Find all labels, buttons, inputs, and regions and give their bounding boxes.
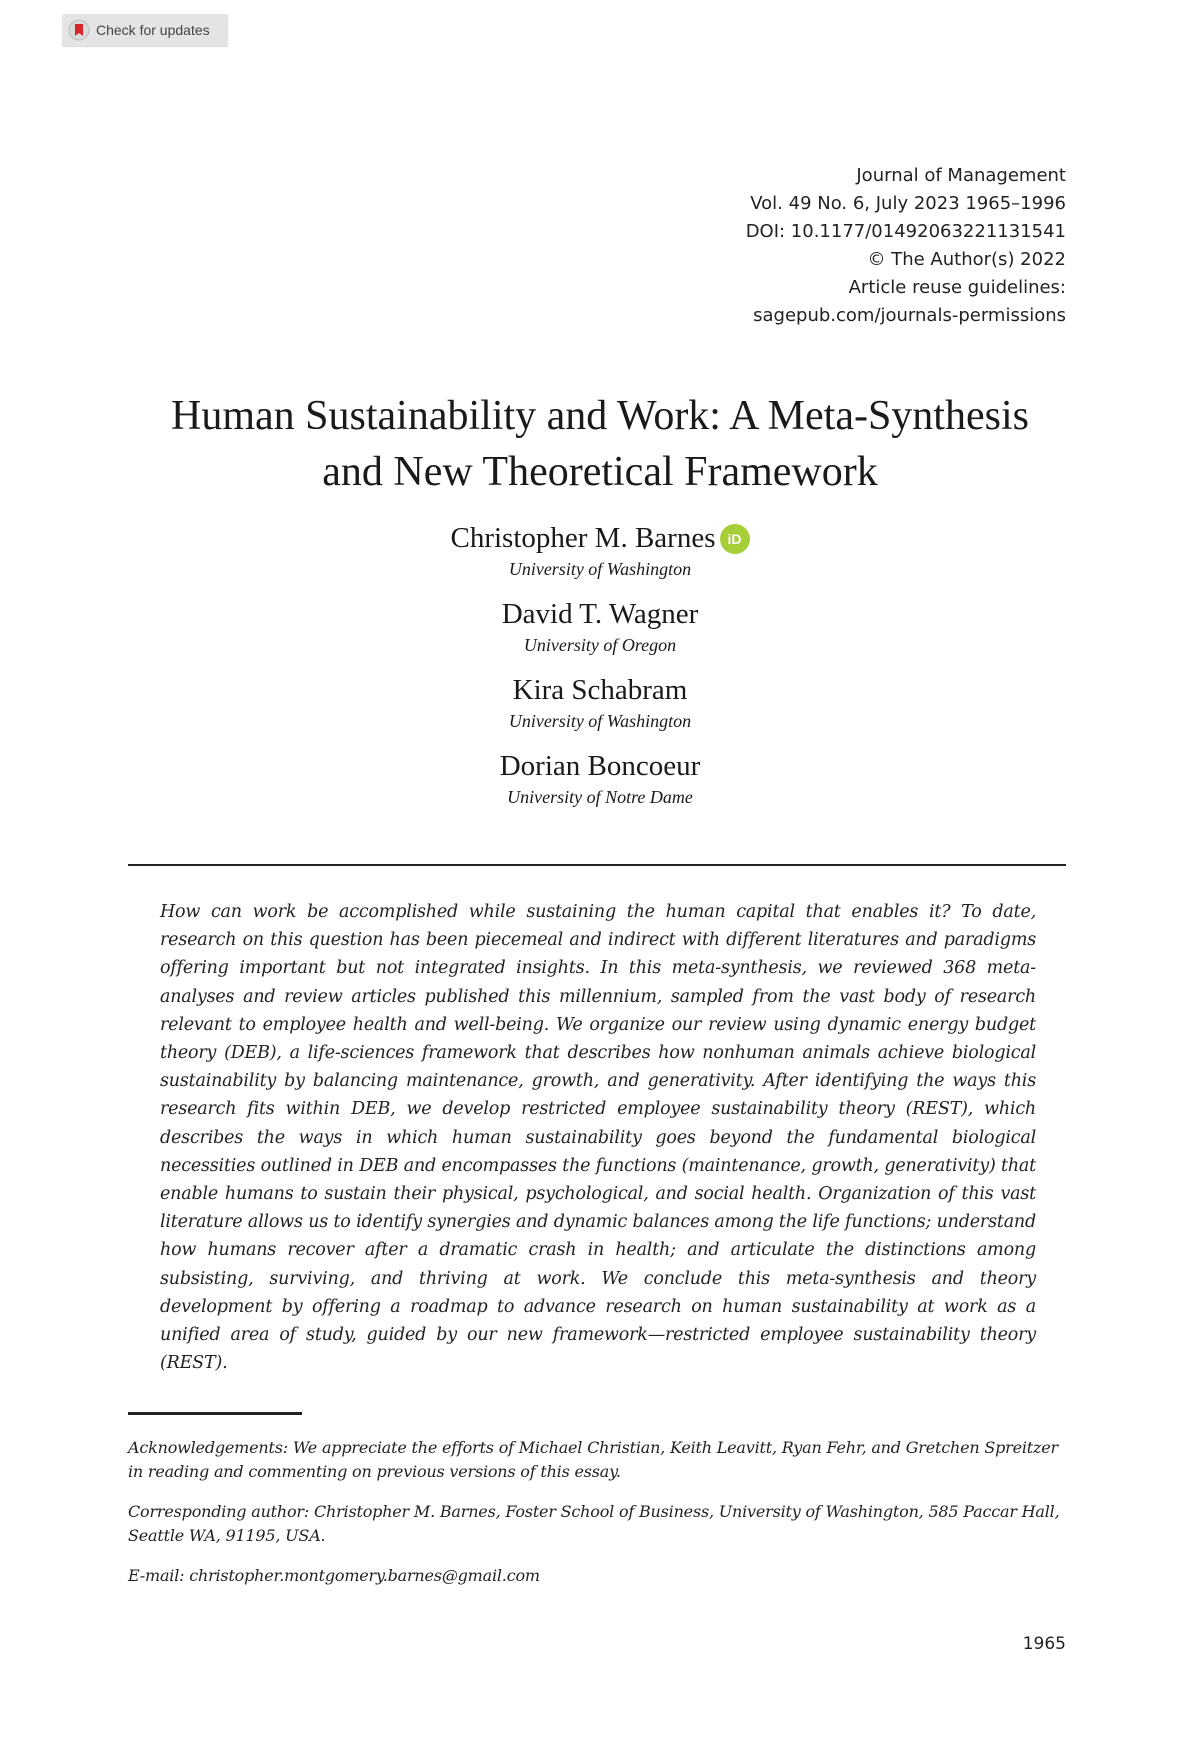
author-email[interactable]: E-mail: christopher.montgomery.barnes@gmail.com (128, 1566, 540, 1585)
title-line-2: and New Theoretical Framework (322, 449, 878, 495)
orcid-icon[interactable]: iD (720, 524, 750, 554)
divider (128, 864, 1066, 866)
volume-line: Vol. 49 No. 6, July 2023 1965–1996 (750, 193, 1066, 214)
journal-meta (746, 162, 1066, 330)
author-name: Christopher M. Barnes iD (0, 520, 1200, 556)
footnote-divider (128, 1412, 302, 1415)
author-affiliation: University of Washington (508, 559, 692, 579)
author-name: David T. Wagner (501, 598, 699, 630)
acknowledgements: Acknowledgements: We appreciate the efforts of Michael Christian, Keith Leavitt, Ryan Fehr, and Gretchen Spreitzer in reading and commenting on previous versions of this essay. (128, 1438, 1058, 1481)
author-affiliation: University of Oregon (523, 635, 677, 655)
author-list (0, 520, 1200, 824)
author-affiliation: University of Washington (508, 711, 692, 731)
page-number: 1965 (1022, 1634, 1066, 1654)
check-for-updates-label: Check for updates (96, 22, 210, 38)
article-title (120, 388, 1080, 500)
author-affiliation: University of Notre Dame (507, 787, 693, 807)
crossmark-icon (68, 19, 90, 41)
author-name: Dorian Boncoeur (499, 750, 701, 782)
check-for-updates-button[interactable] (62, 14, 228, 46)
journal-name: Journal of Management (856, 165, 1066, 186)
reuse-label: Article reuse guidelines: (848, 277, 1066, 298)
footnotes (128, 1436, 1066, 1604)
title-line-1: Human Sustainability and Work: A Meta-Synthesis (171, 393, 1029, 439)
copyright: © The Author(s) 2022 (867, 249, 1066, 270)
abstract: How can work be accomplished while sustaining the human capital that enables it? To date, research on this question has been piecemeal and indirect with different literatures and paradigms offering important but not integrated insights. In this meta-synthesis, we reviewed 368 meta-analyses and review articles published this millennium, sampled from the vast body of research relevant to employee health and well-being. We organize our review using dynamic energy budget theory (DEB), a life-sciences framework that describes how nonhuman animals achieve biological sustainability by balancing maintenance, growth, and generativity. After identifying the ways this research fits within DEB, we develop restricted employee sustainability theory (REST), which describes the ways in which human sustainability goes beyond the fundamental biological necessities outlined in DEB and encompasses the functions (maintenance, growth, generativity) that enable humans to sustain their physical, psychological, and social health. Organization of this vast literature allows us to identify synergies and dynamic balances among the life functions; understand how humans recover after a dramatic crash in health; and articulate the distinctions among subsisting, surviving, and thriving at work. We conclude this meta-synthesis and theory development by offering a roadmap to advance research on human sustainability at work as a unified area of study, guided by our new framework—restricted employee sustainability theory (REST). (160, 902, 1036, 1374)
author-name: Kira Schabram (512, 674, 688, 706)
corresponding-author: Corresponding author: Christopher M. Barnes, Foster School of Business, University of Washington, 585 Paccar Hall, Seattle WA, 91195, USA. (128, 1502, 1060, 1545)
reuse-link[interactable]: sagepub.com/journals-permissions (753, 305, 1066, 326)
doi: DOI: 10.1177/01492063221131541 (745, 221, 1066, 242)
